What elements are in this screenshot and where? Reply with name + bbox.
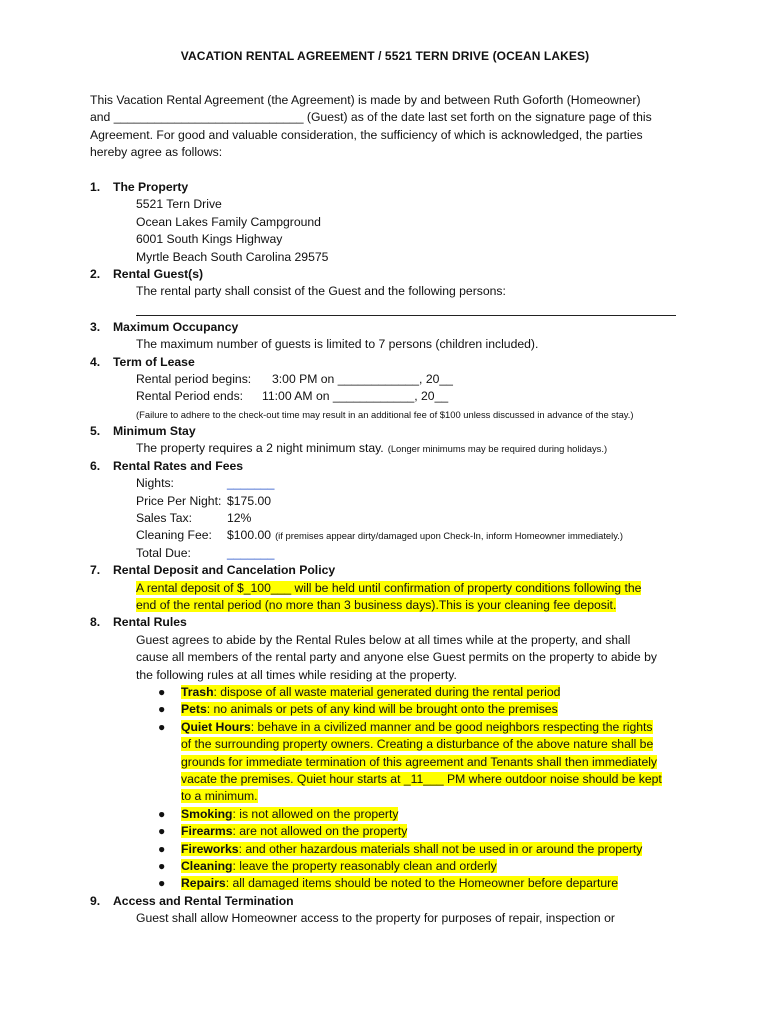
sales-tax-row xyxy=(90,510,690,527)
rule-line xyxy=(181,737,653,751)
rules-list-wrap xyxy=(90,684,690,893)
section-heading xyxy=(90,458,690,475)
guest-list-field-wrap xyxy=(90,301,690,316)
rule-line xyxy=(181,876,618,890)
section-deposit-policy xyxy=(90,562,690,614)
holiday-note: (Longer minimums may be required during holidays.) xyxy=(387,443,608,455)
section-heading xyxy=(90,179,690,196)
rule-line xyxy=(181,824,407,838)
rule-item xyxy=(158,841,690,858)
total-due-label: Total Due: xyxy=(136,545,191,560)
rule-text: : no animals or pets of any kind will be brought onto the premises xyxy=(206,702,558,717)
rules-intro-line: the following rules at all times while residing at the property. xyxy=(136,667,457,682)
intro-line: and ____________________________ (Guest) as of the date last set forth on the signature page of this xyxy=(90,110,652,125)
section-heading xyxy=(90,266,690,283)
bullet-icon: ● xyxy=(158,841,166,856)
rule-item xyxy=(158,875,690,892)
rule-content xyxy=(181,806,398,823)
rules-intro-line: cause all members of the rental party and anyone else Guest permits on the property to abide by xyxy=(136,650,657,665)
rule-line xyxy=(181,685,560,699)
bullet-icon: ● xyxy=(158,876,166,891)
bullet-icon: ● xyxy=(158,702,166,717)
intro-line: Agreement. For good and valuable consideration, the sufficiency of which is acknowledged, the parties xyxy=(90,127,643,142)
section-number: 1. xyxy=(90,180,101,194)
rule-content xyxy=(181,875,618,892)
section-heading xyxy=(90,893,690,910)
section-title: Rental Deposit and Cancelation Policy xyxy=(113,563,336,578)
bullet-icon: ● xyxy=(158,824,166,839)
section-number: 4. xyxy=(90,354,101,369)
section-title: Minimum Stay xyxy=(113,423,196,438)
rule-line xyxy=(181,772,662,786)
rule-term: Repairs xyxy=(181,876,226,891)
nights-row xyxy=(90,475,690,492)
rule-term: Smoking xyxy=(181,806,233,821)
rental-ends-label: Rental Period ends: xyxy=(136,389,244,404)
section-text: Guest shall allow Homeowner access to the property for purposes of repair, inspection or xyxy=(136,911,615,926)
section-rates-and-fees xyxy=(90,458,690,562)
section-title: Maximum Occupancy xyxy=(113,319,239,334)
rule-item xyxy=(158,806,690,823)
section-number: 3. xyxy=(90,319,101,334)
rule-content xyxy=(181,823,407,840)
rule-term: Trash xyxy=(181,684,214,699)
rule-line xyxy=(181,842,642,856)
section-text: The maximum number of guests is limited to 7 persons (children included). xyxy=(136,337,539,352)
rule-text: : are not allowed on the property xyxy=(232,824,408,839)
section-number: 8. xyxy=(90,615,101,630)
rule-line xyxy=(181,702,558,716)
rule-text: : and other hazardous materials shall not be used in or around the property xyxy=(238,841,643,856)
address-line: Ocean Lakes Family Campground xyxy=(136,214,321,229)
rule-term: Fireworks xyxy=(181,841,239,856)
rule-item xyxy=(158,823,690,840)
rule-item xyxy=(158,719,690,806)
rule-content xyxy=(181,701,558,718)
rule-item xyxy=(158,701,690,718)
intro-line: This Vacation Rental Agreement (the Agreement) is made by and between Ruth Goforth (Homeowner) xyxy=(90,93,641,107)
rule-text: : behave in a civilized manner and be good neighbors respecting the rights xyxy=(250,719,653,734)
rental-begins-label: Rental period begins: xyxy=(136,372,252,387)
section-rental-rules xyxy=(90,614,690,893)
rule-term: Pets xyxy=(181,702,207,717)
rule-line xyxy=(181,807,398,821)
section-text: The rental party shall consist of the Guest and the following persons: xyxy=(136,284,506,299)
checkout-note: (Failure to adhere to the check-out time may result in an additional fee of $100 unless discussed in advance of the stay.) xyxy=(136,408,634,420)
section-term-of-lease xyxy=(90,354,690,423)
section-number: 6. xyxy=(90,458,101,473)
section-rental-guests xyxy=(90,266,690,316)
rules-list xyxy=(136,684,690,893)
rules-intro-line: Guest agrees to abide by the Rental Rules below at all times while at the property, and shall xyxy=(136,632,631,647)
rule-item xyxy=(158,684,690,701)
section-heading xyxy=(90,319,690,336)
rental-ends-value[interactable]: 11:00 AM on ____________, 20__ xyxy=(262,389,449,404)
section-title: The Property xyxy=(113,180,189,194)
rule-text: grounds for immediate termination of this agreement and Tenants shall then immediately xyxy=(181,754,658,769)
rental-begins-row xyxy=(90,371,690,388)
rule-text: : all damaged items should be noted to the Homeowner before departure xyxy=(225,876,618,891)
address-line: 5521 Tern Drive xyxy=(136,197,222,212)
section-heading xyxy=(90,423,690,440)
bullet-icon: ● xyxy=(158,684,166,699)
document-title: VACATION RENTAL AGREEMENT / 5521 TERN DRIVE (OCEAN LAKES) xyxy=(180,49,590,63)
sales-tax-value: 12% xyxy=(227,510,252,525)
rule-text: to a minimum. xyxy=(181,789,258,804)
cleaning-fee-label: Cleaning Fee: xyxy=(136,528,212,543)
minimum-stay-row xyxy=(90,440,690,457)
guest-list-blank-line[interactable] xyxy=(136,301,676,316)
section-number: 7. xyxy=(90,563,101,578)
rule-content xyxy=(181,841,642,858)
rule-term: Firearms xyxy=(181,824,233,839)
section-title: Rental Guest(s) xyxy=(113,267,204,282)
rule-text: : dispose of all waste material generated during the rental period xyxy=(213,684,561,699)
rule-text: : leave the property reasonably clean and orderly xyxy=(232,859,497,874)
address-line: 6001 South Kings Highway xyxy=(136,232,283,247)
bullet-icon: ● xyxy=(158,806,166,821)
price-label: Price Per Night: xyxy=(136,493,222,508)
total-due-row xyxy=(90,545,690,562)
price-value: $175.00 xyxy=(227,493,272,508)
intro-paragraph xyxy=(90,92,690,162)
bullet-icon: ● xyxy=(158,719,166,734)
section-text: The property requires a 2 night minimum stay. xyxy=(136,441,384,456)
rental-begins-value[interactable]: 3:00 PM on ____________, 20__ xyxy=(272,372,453,387)
cleaning-fee-row xyxy=(90,527,690,544)
rule-term: Quiet Hours xyxy=(181,719,251,734)
section-minimum-stay xyxy=(90,423,690,458)
section-title: Rental Rates and Fees xyxy=(113,458,244,473)
section-maximum-occupancy xyxy=(90,319,690,354)
section-access-termination xyxy=(90,893,690,928)
section-title: Term of Lease xyxy=(113,354,195,369)
price-row xyxy=(90,493,690,510)
section-title: Access and Rental Termination xyxy=(113,893,294,908)
cleaning-fee-note: (if premises appear dirty/damaged upon Check-In, inform Homeowner immediately.) xyxy=(275,530,623,542)
section-number: 2. xyxy=(90,267,101,282)
section-heading xyxy=(90,354,690,371)
section-title: Rental Rules xyxy=(113,615,187,630)
section-number: 5. xyxy=(90,423,101,438)
rule-text: of the surrounding property owners. Creating a disturbance of the above nature shall be xyxy=(181,737,654,752)
deposit-text xyxy=(90,580,690,615)
sales-tax-label: Sales Tax: xyxy=(136,510,193,525)
rule-text: vacate the premises. Quiet hour starts at _11___ PM where outdoor noise should be kept xyxy=(181,772,662,786)
rule-content xyxy=(181,719,662,806)
rule-item xyxy=(158,858,690,875)
section-heading xyxy=(90,562,690,579)
agreement-sections xyxy=(90,179,690,928)
rule-line xyxy=(181,789,258,803)
nights-label: Nights: xyxy=(136,476,174,491)
rule-text: : is not allowed on the property xyxy=(232,806,399,821)
total-due-value[interactable]: _______ xyxy=(227,545,275,560)
deposit-line: end of the rental period (no more than 3 business days).This is your cleaning fee deposit. xyxy=(136,597,617,612)
section-property xyxy=(90,179,690,266)
rule-content xyxy=(181,684,560,701)
rule-term: Cleaning xyxy=(181,859,233,874)
deposit-line: A rental deposit of $_100___ will be held until confirmation of property conditions following the xyxy=(136,580,642,595)
section-heading xyxy=(90,614,690,631)
rental-ends-row xyxy=(90,388,690,405)
rule-content xyxy=(181,858,497,875)
nights-value[interactable]: _______ xyxy=(227,476,275,491)
rule-line xyxy=(181,859,497,873)
rule-line xyxy=(181,755,657,769)
cleaning-fee-value: $100.00 xyxy=(227,528,272,543)
rule-line xyxy=(181,720,653,734)
bullet-icon: ● xyxy=(158,859,166,874)
intro-line: hereby agree as follows: xyxy=(90,145,223,160)
section-number: 9. xyxy=(90,893,101,908)
address-line: Myrtle Beach South Carolina 29575 xyxy=(136,249,329,264)
